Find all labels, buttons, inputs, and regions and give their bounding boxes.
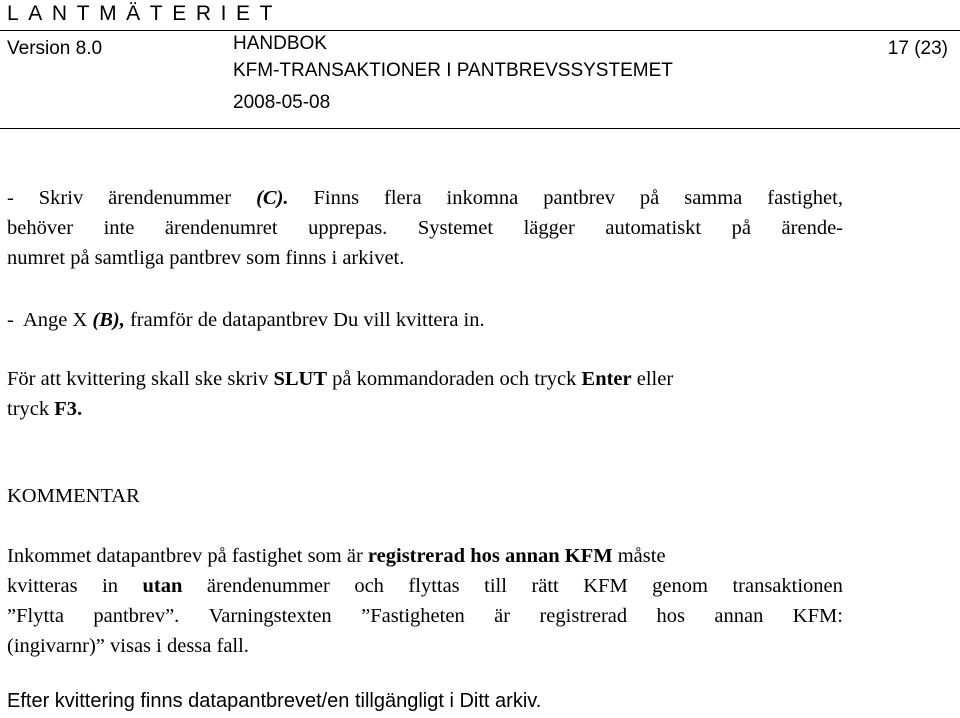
organization-name: LANTMÄTERIET bbox=[7, 2, 283, 25]
page-number: 17 (23) bbox=[887, 38, 948, 59]
comment-heading: KOMMENTAR bbox=[7, 485, 140, 507]
step-b-paragraph: - Ange X (B), framför de datapantbrev Du vill kvittera in. bbox=[7, 309, 485, 331]
document-type: HANDBOK bbox=[233, 33, 327, 54]
step-c-line-3: numret på samtliga pantbrev som finns i arkivet. bbox=[7, 247, 405, 269]
key-f3: F3. bbox=[54, 398, 83, 420]
step-c-paragraph bbox=[7, 183, 843, 273]
emphasis-utan: utan bbox=[142, 575, 183, 597]
finish-instruction: För att kvittering skall ske skriv SLUT på kommandoraden och tryck Enter eller tryck F3. bbox=[7, 368, 674, 420]
step-c-line-2: behöver inte ärendenumret upprepas. Systemet lägger automatiskt på ärende- bbox=[7, 217, 843, 239]
document-date: 2008-05-08 bbox=[233, 92, 331, 113]
comment-line-4: (ingivarnr)” visas i dessa fall. bbox=[7, 635, 249, 657]
command-slut: SLUT bbox=[273, 368, 328, 390]
comment-line-2: kvitteras in utan ärendenummer och flyttas till rätt KFM genom transaktionen bbox=[7, 571, 843, 601]
comment-paragraph bbox=[7, 541, 843, 661]
key-enter: Enter bbox=[581, 368, 632, 390]
version-label: Version 8.0 bbox=[7, 38, 103, 59]
registered-other-kfm: registrerad hos annan KFM bbox=[367, 545, 613, 567]
header-bottom-rule bbox=[0, 128, 960, 129]
field-key-c: (C). bbox=[256, 187, 289, 209]
comment-line-3: ”Flytta pantbrev”. Varningstexten ”Fastigheten är registrerad hos annan KFM: bbox=[7, 605, 843, 627]
final-note: Efter kvittering finns datapantbrevet/en tillgängligt i Ditt arkiv. bbox=[7, 690, 542, 712]
comment-line-1: Inkommet datapantbrev på fastighet som är registrerad hos annan KFM måste bbox=[7, 545, 666, 567]
header-top-rule bbox=[0, 30, 960, 31]
document-title: KFM-TRANSAKTIONER I PANTBREVSSYSTEMET bbox=[233, 60, 673, 81]
step-c-line-1: - Skriv ärendenummer (C). Finns flera inkomna pantbrev på samma fastighet, bbox=[7, 183, 843, 213]
field-key-b: (B), bbox=[92, 309, 125, 331]
